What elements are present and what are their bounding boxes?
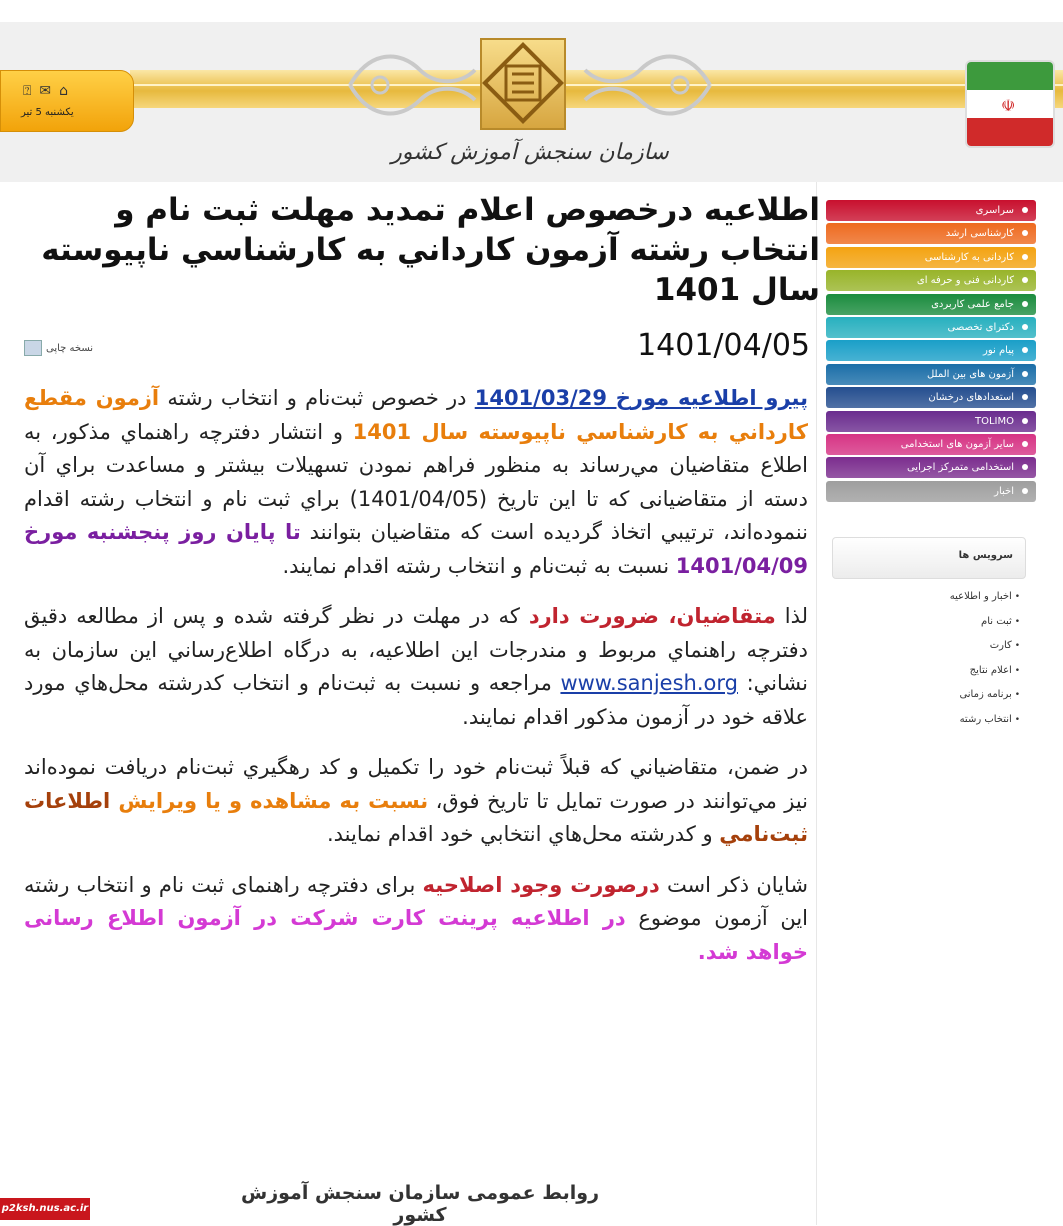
services-header <box>832 537 1026 579</box>
nav-label: آزمون های بین الملل <box>926 368 1014 380</box>
nav-item-news[interactable] <box>826 481 1036 502</box>
paragraph-1 <box>24 382 808 583</box>
nav-item-fanni-herfei[interactable] <box>826 270 1036 291</box>
nav-label: جامع علمی کاربردی <box>931 298 1014 310</box>
text: برای دفترچه راهنمای ثبت نام و انتخاب رشته این آزمون موضوع <box>24 872 808 930</box>
print-label: نسخه چاپی <box>46 342 94 354</box>
nav-item-payam-noor[interactable] <box>826 340 1036 361</box>
nav-item-international[interactable] <box>826 364 1036 385</box>
nav-item-talents[interactable] <box>826 387 1036 408</box>
mail-icon[interactable]: ✉ <box>39 83 60 99</box>
article-panel <box>10 182 820 1226</box>
nav-label: سراسری <box>975 205 1014 216</box>
header-shortcut-icons <box>23 83 76 99</box>
nav-item-tolimo[interactable] <box>826 411 1036 432</box>
site-header <box>0 22 1063 182</box>
emphasis-text: متقاضيان، ضرورت دارد <box>528 604 776 628</box>
nav-item-kardani-karshenasi[interactable] <box>826 247 1036 268</box>
help-icon[interactable]: ⍰ <box>23 83 40 99</box>
text: در خصوص ثبت‌نام و انتخاب رشته <box>159 386 475 410</box>
exam-name: آزمون مقطع كارداني به كارشناسي ناپيوسته سال 1401 <box>24 386 808 444</box>
previous-notice-link[interactable]: پیرو اطلاعیه مورخ 1401/03/29 <box>474 386 808 410</box>
flag-emblem-icon: ☫ <box>1001 96 1016 115</box>
paragraph-2 <box>24 600 808 734</box>
nav-label: استخدامی متمرکز اجرایی <box>906 462 1014 474</box>
service-link-results[interactable]: • اعلام نتایج <box>832 662 1020 687</box>
printer-icon <box>24 340 42 356</box>
emphasis-text: نسبت به مشاهده و يا ويرايش <box>118 788 429 813</box>
text: و كدرشته محل‌هاي انتخابي خود اقدام نمايند. <box>326 822 720 846</box>
service-link-card[interactable]: • کارت <box>832 637 1020 662</box>
nav-label: استعدادهای درخشان <box>928 392 1014 404</box>
nav-label: پیام نور <box>983 345 1014 357</box>
nav-label: کاردانی فنی و حرفه ای <box>916 275 1014 287</box>
logo-emblem-icon <box>482 40 564 128</box>
emphasis-text: در اطلاعیه پرینت کارت شرکت در آزمون اطلاع رسانی خواهد شد. <box>24 906 808 964</box>
current-date: یکشنبه 5 تیر <box>21 107 74 118</box>
paragraph-3 <box>24 751 808 852</box>
watermark: p2ksh.nus.ac.ir <box>0 1198 90 1220</box>
nav-item-employment-exams[interactable] <box>826 434 1036 455</box>
article-title: اطلاعیه درخصوص اعلام تمدید مهلت ثبت نام و انتخاب رشته آزمون كارداني به كارشناسي ناپيوسته سال 1401 <box>41 192 820 308</box>
nav-label: دکترای تخصصی <box>947 321 1014 333</box>
nav-item-sarasari[interactable] <box>826 200 1036 221</box>
text: لذا <box>775 604 808 628</box>
exam-nav <box>826 200 1036 504</box>
nav-label: کارشناسی ارشد <box>945 228 1014 240</box>
emphasis-text: درصورت وجود اصلاحیه <box>422 872 660 897</box>
service-link-news[interactable]: • اخبار و اطلاعیه <box>832 588 1020 613</box>
emphasis-text: اطلاعات ثبت‌نامي <box>24 788 808 846</box>
text: در ضمن، متقاضياني كه قبلاً ثبت‌نام خود را تكميل و كد رهگيري ثبت‌نام دريافت نموده‌اند نيز مي‌توانند در صورت تمايل تا تاريخ فوق، <box>24 755 808 813</box>
ornament-icon <box>580 40 720 130</box>
text: شایان ذکر است <box>659 872 808 897</box>
nav-label: سایر آزمون های استخدامی <box>900 438 1014 450</box>
iran-flag <box>965 60 1055 148</box>
nav-item-arshad[interactable] <box>826 223 1036 244</box>
nav-item-doctora[interactable] <box>826 317 1036 338</box>
services-title: سرویس ها <box>958 550 1013 561</box>
text: نسبت به ثبت‌نام و انتخاب رشته اقدام نمايند. <box>282 553 676 578</box>
org-title: سازمان سنجش آموزش کشور <box>391 140 669 165</box>
service-link-registration[interactable]: • ثبت نام <box>832 613 1020 638</box>
nav-label: TOLIMO <box>975 415 1014 427</box>
date-box <box>0 70 134 132</box>
text: مراجعه و نسبت به ثبت‌نام و انتخاب كدرشته محل‌هاي مورد علاقه خود در آزمون مذكور اقدام نمايند. <box>24 671 808 729</box>
article-date: 1401/04/05 <box>637 328 810 363</box>
nav-label: کاردانی به کارشناسی <box>924 251 1014 263</box>
print-version-link[interactable] <box>24 340 93 356</box>
paragraph-4 <box>24 869 808 970</box>
home-icon[interactable]: ⌂ <box>59 83 77 99</box>
deadline-text: تا پايان روز پنجشنبه مورخ 1401/04/09 <box>24 520 808 578</box>
ornament-icon <box>340 40 480 130</box>
article-body <box>24 382 808 986</box>
text: و انتشار دفترچه راهنماي مذكور، به اطلاع متقاضيان مي‌رساند به منظور فراهم نمودن تسهیلات بيشتر و مساعدت براي آن دسته از متقاضيانی كه تا اين تاريخ (1401/04/05) براي ثبت نام و انتخاب رشته اقدام ننموده‌اند، ترتيبي اتخاذ گرديده است كه متقاضيان بتوانند <box>24 419 809 544</box>
sanjesh-url-link[interactable]: www.sanjesh.org <box>560 671 738 695</box>
service-link-field-selection[interactable]: • انتخاب رشته <box>832 711 1020 736</box>
services-list <box>832 588 1020 736</box>
nav-label: اخبار <box>994 485 1014 497</box>
sanjesh-logo[interactable] <box>480 38 566 130</box>
signature: روابط عمومی سازمان سنجش آموزش کشور <box>240 1182 600 1226</box>
nav-item-elmi-karbordi[interactable] <box>826 294 1036 315</box>
nav-item-central-employment[interactable] <box>826 457 1036 478</box>
top-strip <box>0 0 1063 23</box>
service-link-schedule[interactable]: • برنامه زمانی <box>832 686 1020 711</box>
text: كه در مهلت در نظر گرفته شده و پس از مطالعه دقيق دفترچه راهنماي مربوط و مندرجات اين اطلاعيه، به درگاه اطلاع‌رساني اين سازمان به نشاني: <box>24 604 808 695</box>
